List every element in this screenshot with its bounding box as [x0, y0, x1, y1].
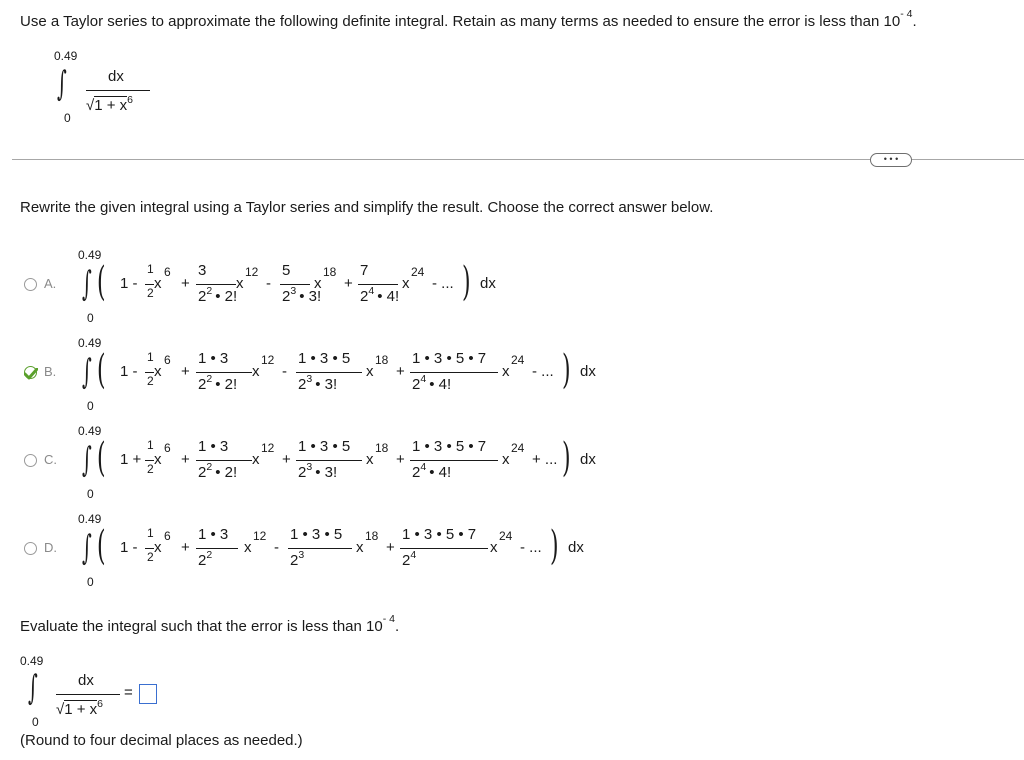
denominator-exponent: 4: [420, 373, 427, 385]
term1-fraction-bar: [145, 548, 154, 549]
right-paren: ): [562, 435, 571, 481]
term2-power: 12: [245, 265, 259, 279]
option-radio-a[interactable]: [24, 278, 37, 291]
integral-lower-limit: 0: [87, 399, 94, 413]
term2-numerator: 1 • 3: [198, 350, 229, 367]
denominator-base: 2: [360, 288, 369, 305]
operator-2: -: [282, 363, 287, 380]
integral-lower-limit: 0: [32, 715, 39, 729]
denominator-exponent: 2: [206, 549, 213, 561]
option-radio-c[interactable]: [24, 454, 37, 467]
operator-1: +: [181, 451, 190, 468]
term1-power: 6: [164, 265, 171, 279]
denominator-factorial: • 2!: [215, 376, 238, 393]
integrand-numerator: dx: [78, 672, 94, 689]
term3-power: 18: [323, 265, 337, 279]
part2-instruction-text: Evaluate the integral such that the error is less than 10: [20, 618, 383, 635]
series-lead: 1 +: [120, 451, 142, 468]
integral-lower-limit: 0: [87, 575, 94, 589]
term1-fraction-bar: [145, 372, 154, 373]
equals-sign: =: [124, 684, 133, 701]
series-tail: - ...: [532, 363, 554, 380]
term2-variable: x: [252, 363, 260, 380]
term1-power: 6: [164, 441, 171, 455]
term3-denominator: [298, 461, 338, 481]
left-paren: (: [97, 259, 106, 305]
term3-power: 18: [375, 353, 389, 367]
denominator-exponent: 4: [410, 549, 417, 561]
integrand-fraction-bar: [86, 90, 150, 91]
term1-power: 6: [164, 353, 171, 367]
denominator-text: 1 + x: [94, 97, 128, 114]
series-lead: 1 -: [120, 363, 138, 380]
series-tail: - ...: [432, 275, 454, 292]
integral-sign: ∫: [28, 668, 38, 708]
term3-variable: x: [366, 451, 374, 468]
term2-fraction-bar: [196, 460, 252, 461]
operator-2: +: [282, 451, 291, 468]
denominator-factorial: • 2!: [215, 464, 238, 481]
answer-input[interactable]: [139, 684, 157, 704]
term4-variable: x: [402, 275, 410, 292]
integral-sign: ∫: [82, 440, 92, 480]
denominator-factorial: • 2!: [215, 288, 238, 305]
term2-power: 12: [253, 529, 267, 543]
term4-fraction-bar: [358, 284, 398, 285]
denominator-factorial: • 4!: [429, 464, 452, 481]
denominator-base: 2: [198, 376, 207, 393]
denominator-exponent: 2: [206, 285, 213, 297]
right-paren: ): [562, 347, 571, 393]
integrand-fraction-bar: [56, 694, 120, 695]
term4-denominator: [402, 549, 419, 569]
term4-variable: x: [502, 451, 510, 468]
term2-power: 12: [261, 441, 275, 455]
term1-denominator: 2: [147, 550, 154, 564]
term3-power: 18: [375, 441, 389, 455]
question-prompt-text: Use a Taylor series to approximate the following definite integral. Retain as many terms as needed to ensure the error is less than 10: [20, 13, 901, 30]
term4-numerator: 1 • 3 • 5 • 7: [402, 526, 477, 543]
term1-fraction-bar: [145, 284, 154, 285]
option-letter[interactable]: D.: [44, 540, 57, 555]
term4-denominator: [412, 373, 452, 393]
term1-denominator: 2: [147, 286, 154, 300]
denominator-base: 2: [402, 552, 411, 569]
question-prompt: [20, 8, 917, 30]
integral-lower-limit: 0: [87, 487, 94, 501]
denominator-base: 2: [412, 376, 421, 393]
term3-numerator: 1 • 3 • 5: [290, 526, 343, 543]
term1-variable: x: [154, 275, 162, 292]
term1-variable: x: [154, 451, 162, 468]
term2-numerator: 1 • 3: [198, 526, 229, 543]
integral-sign: ∫: [82, 528, 92, 568]
integral-upper-limit: 0.49: [78, 248, 102, 262]
option-letter[interactable]: B.: [44, 364, 57, 379]
term4-numerator: 7: [360, 262, 369, 279]
series-lead: 1 -: [120, 539, 138, 556]
term2-numerator: 3: [198, 262, 207, 279]
denominator-exponent: 6: [127, 94, 134, 106]
series-tail: + ...: [532, 451, 558, 468]
denominator-text: 1 + x: [64, 701, 98, 718]
left-paren: (: [97, 435, 106, 481]
denominator-exponent: 3: [298, 549, 305, 561]
denominator-exponent: 2: [206, 461, 213, 473]
part1-instruction: Rewrite the given integral using a Taylor series and simplify the result. Choose the correct answer below.: [20, 199, 714, 216]
sqrt-icon: √: [86, 97, 95, 114]
term4-numerator: 1 • 3 • 5 • 7: [412, 350, 487, 367]
denominator-factorial: • 4!: [429, 376, 452, 393]
rounding-hint: (Round to four decimal places as needed.): [20, 732, 303, 749]
integral-lower-limit: 0: [64, 111, 71, 125]
term2-variable: x: [252, 451, 260, 468]
term2-fraction-bar: [196, 372, 252, 373]
term2-numerator: 1 • 3: [198, 438, 229, 455]
term2-denominator: [198, 461, 238, 481]
denominator-base: 2: [198, 552, 207, 569]
term1-numerator: 1: [147, 350, 154, 364]
term2-variable: x: [236, 275, 244, 292]
operator-1: +: [181, 275, 190, 292]
integral-upper-limit: 0.49: [20, 654, 44, 668]
part2-instruction: [20, 613, 400, 635]
term1-denominator: 2: [147, 462, 154, 476]
left-paren: (: [97, 523, 106, 569]
integral-sign: ∫: [82, 352, 92, 392]
term3-numerator: 1 • 3 • 5: [298, 438, 351, 455]
left-paren: (: [97, 347, 106, 393]
term4-numerator: 1 • 3 • 5 • 7: [412, 438, 487, 455]
integrand-dx: dx: [480, 275, 496, 292]
denominator-base: 2: [412, 464, 421, 481]
operator-2: -: [274, 539, 279, 556]
integral-sign: ∫: [57, 64, 67, 104]
denominator-base: 2: [290, 552, 299, 569]
operator-3: +: [344, 275, 353, 292]
operator-2: -: [266, 275, 271, 292]
term4-power: 24: [411, 265, 425, 279]
denominator-base: 2: [198, 464, 207, 481]
integrand-dx: dx: [580, 451, 596, 468]
denominator-base: 2: [298, 464, 307, 481]
option-letter[interactable]: A.: [44, 276, 57, 291]
integral-sign: ∫: [82, 264, 92, 304]
prompt-period: .: [912, 13, 917, 30]
sqrt-icon: √: [56, 701, 65, 718]
series-tail: - ...: [520, 539, 542, 556]
term2-fraction-bar: [196, 548, 238, 549]
series-lead: 1 -: [120, 275, 138, 292]
denominator-exponent: 2: [206, 373, 213, 385]
term4-power: 24: [499, 529, 513, 543]
term2-denominator: [198, 549, 215, 569]
term1-numerator: 1: [147, 526, 154, 540]
term1-numerator: 1: [147, 262, 154, 276]
denominator-exponent: 3: [306, 461, 313, 473]
denominator-exponent: 4: [368, 285, 375, 297]
term4-denominator: [412, 461, 452, 481]
term3-numerator: 5: [282, 262, 291, 279]
denominator-factorial: • 3!: [315, 376, 338, 393]
denominator-exponent: 3: [306, 373, 313, 385]
term2-denominator: [198, 285, 238, 305]
integral-lower-limit: 0: [87, 311, 94, 325]
term3-power: 18: [365, 529, 379, 543]
integral-upper-limit: 0.49: [78, 424, 102, 438]
option-radio-d[interactable]: [24, 542, 37, 555]
term1-variable: x: [154, 539, 162, 556]
integrand-dx: dx: [580, 363, 596, 380]
option-letter[interactable]: C.: [44, 452, 57, 467]
integrand-dx: dx: [568, 539, 584, 556]
term1-fraction-bar: [145, 460, 154, 461]
term1-power: 6: [164, 529, 171, 543]
term3-variable: x: [356, 539, 364, 556]
denominator-base: 2: [282, 288, 291, 305]
denominator-base: 2: [298, 376, 307, 393]
term4-variable: x: [490, 539, 498, 556]
denominator-factorial: • 3!: [299, 288, 322, 305]
term2-fraction-bar: [196, 284, 236, 285]
integrand-numerator: dx: [108, 68, 124, 85]
term4-denominator: [360, 285, 400, 305]
right-paren: ): [550, 523, 559, 569]
more-options-button[interactable]: • • •: [870, 153, 912, 167]
integral-upper-limit: 0.49: [54, 49, 78, 63]
operator-3: +: [396, 451, 405, 468]
operator-3: +: [396, 363, 405, 380]
denominator-factorial: • 3!: [315, 464, 338, 481]
denominator-exponent: 3: [290, 285, 297, 297]
term3-denominator: [298, 373, 338, 393]
denominator-exponent: 4: [420, 461, 427, 473]
term3-variable: x: [366, 363, 374, 380]
term4-power: 24: [511, 353, 525, 367]
term4-variable: x: [502, 363, 510, 380]
integrand-denominator: [56, 698, 104, 718]
correct-check-icon: [24, 368, 38, 380]
operator-1: +: [181, 539, 190, 556]
term3-denominator: [290, 549, 307, 569]
denominator-factorial: • 4!: [377, 288, 400, 305]
part2-period: .: [394, 618, 400, 635]
right-paren: ): [462, 259, 471, 305]
operator-3: +: [386, 539, 395, 556]
integrand-denominator: [86, 94, 134, 114]
term3-variable: x: [314, 275, 322, 292]
term3-numerator: 1 • 3 • 5: [298, 350, 351, 367]
denominator-exponent: 6: [97, 698, 104, 710]
term1-denominator: 2: [147, 374, 154, 388]
prompt-exponent: - 4: [900, 8, 913, 20]
term1-numerator: 1: [147, 438, 154, 452]
integral-upper-limit: 0.49: [78, 336, 102, 350]
denominator-base: 2: [198, 288, 207, 305]
integral-upper-limit: 0.49: [78, 512, 102, 526]
term2-variable: x: [244, 539, 252, 556]
term4-power: 24: [511, 441, 525, 455]
part2-exponent: - 4: [382, 613, 395, 625]
term1-variable: x: [154, 363, 162, 380]
term2-power: 12: [261, 353, 275, 367]
operator-1: +: [181, 363, 190, 380]
term2-denominator: [198, 373, 238, 393]
